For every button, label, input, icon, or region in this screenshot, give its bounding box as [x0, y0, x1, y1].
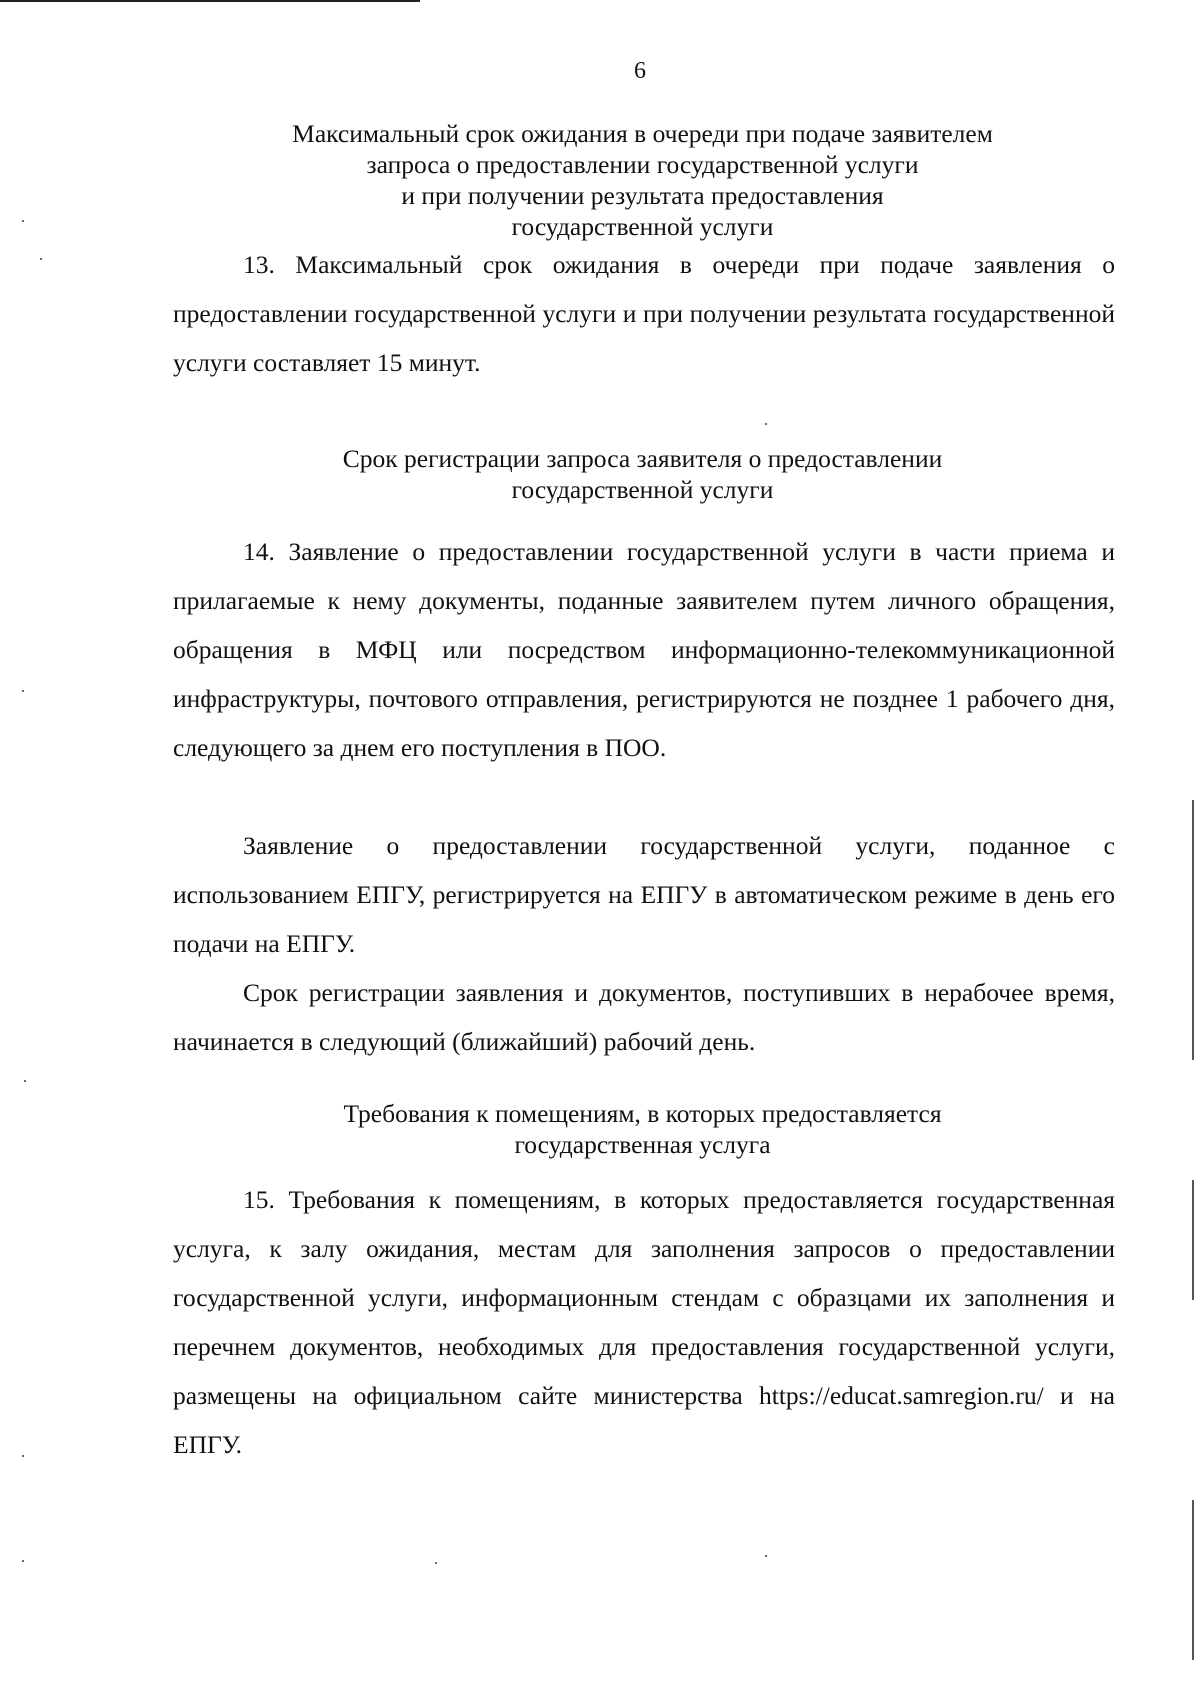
paragraph: Срок регистрации заявления и документов, поступивших в нерабочее время, начинается в следующий (ближайший) рабочий день. — [173, 978, 1115, 1056]
scan-speck — [22, 1560, 24, 1562]
section-heading — [0, 443, 1200, 505]
scan-edge-line — [1192, 800, 1194, 1060]
paragraph: Заявление о предоставлении государственной услуги, поданное с использованием ЕПГУ, регистрируется на ЕПГУ в автоматическом режиме в день его подачи на ЕПГУ. — [173, 831, 1115, 958]
paragraph: 15. Требования к помещениям, в которых предоставляется государственная услуга, к залу ожидания, местам для заполнения запросов о предоставлении государственной услуги, информационным стендам с образцами их заполнения и перечнем документов, необходимых для предоставления государственной услуги, размещены на официальном сайте министерства https://educat.samregion.ru/ и на ЕПГУ. — [173, 1185, 1115, 1459]
scan-speck — [765, 423, 767, 425]
scan-edge-line — [1192, 1180, 1194, 1300]
page-number: 6 — [634, 58, 646, 84]
section-heading — [0, 118, 1200, 242]
paragraph: 13. Максимальный срок ожидания в очереди при подаче заявления о предоставлении государственной услуги и при получении результата государственной услуги составляет 15 минут. — [173, 250, 1115, 377]
scan-edge-line — [0, 0, 420, 2]
paragraph: 14. Заявление о предоставлении государственной услуги в части приема и прилагаемые к нему документы, поданные заявителем путем личного обращения, обращения в МФЦ или посредством информационно-телекоммуникационной инфраструктуры, почтового отправления, регистрируются не позднее 1 рабочего дня, следующего за днем его поступления в ПОО. — [173, 537, 1115, 762]
scan-speck — [765, 1555, 767, 1557]
scan-speck — [22, 690, 24, 692]
heading-line: Срок регистрации запроса заявителя о предоставлении — [342, 444, 943, 473]
heading-line: и при получении результата предоставления — [401, 181, 884, 210]
heading-line: запроса о предоставлении государственной услуги — [366, 150, 919, 179]
heading-line: Требования к помещениям, в которых предоставляется — [343, 1099, 942, 1128]
scan-speck — [24, 1080, 26, 1082]
heading-line: государственной услуги — [511, 212, 774, 241]
heading-line: государственная услуга — [514, 1130, 771, 1159]
scan-speck — [40, 258, 42, 260]
scan-speck — [435, 1562, 437, 1564]
heading-line: Максимальный срок ожидания в очереди при подаче заявителем — [292, 119, 993, 148]
scan-speck — [22, 1455, 24, 1457]
section-heading — [0, 1098, 1200, 1160]
heading-line: государственной услуги — [511, 475, 774, 504]
scan-edge-line — [1192, 1500, 1194, 1660]
